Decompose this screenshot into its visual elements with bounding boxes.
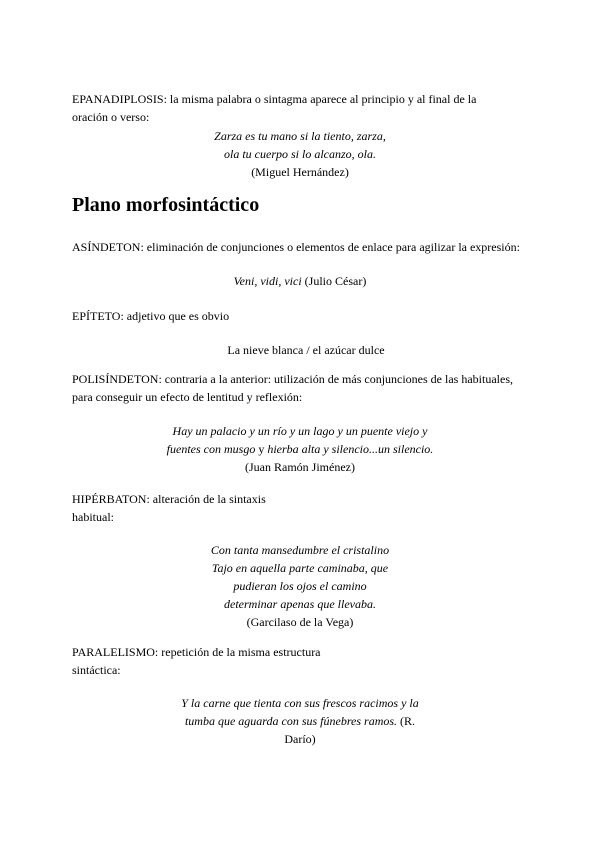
paralelismo-def-line2: sintáctica: [72,663,121,677]
epanadiplosis-example-line1: Zarza es tu mano si la tiento, zarza, [214,129,386,143]
epiteto-def: : adjetivo que es obvio [120,309,230,323]
epanadiplosis-example-line2: ola tu cuerpo si lo alcanzo, ola. [224,147,376,161]
paralelismo-example-line2: tumba que aguarda con sus fúnebres ramos. [184,714,398,728]
hiperbaton-definition [72,490,532,526]
paralelismo-author-a: (R. [397,714,416,728]
hiperbaton-def-line2: habitual: [72,510,114,524]
polisindeton-example-line2b: y [258,442,265,456]
hiperbaton-example-line2: Tajo en aquella parte caminaba, que [211,561,389,575]
polisindeton-term: POLISÍNDETON [72,372,159,386]
paralelismo-definition [72,643,532,679]
hiperbaton-author: (Garcilaso de la Vega) [246,615,354,629]
epiteto-example [78,341,534,359]
epiteto-example-text: La nieve blanca / el azúcar dulce [227,343,385,357]
polisindeton-example-line2c: hierba alta y silencio...un silencio. [264,442,434,456]
epiteto-term: EPÍTETO [72,309,121,323]
asindeton-example-text: Veni, vidi, vici [233,274,302,288]
asindeton-example [72,272,528,290]
polisindeton-def-line1: : contraria a la anterior: utilización de más conjunciones de las habituales, [158,372,513,386]
hiperbaton-example [72,541,528,631]
hiperbaton-example-line4: determinar apenas que llevaba. [224,597,376,611]
paralelismo-example [72,694,528,748]
epanadiplosis-def-line2: oración o verso: [72,110,150,124]
section-title: Plano morfosintáctico [72,194,260,216]
asindeton-definition [72,238,542,256]
polisindeton-example-line2a: fuentes con musgo [166,442,259,456]
epiteto-definition [72,307,532,325]
asindeton-author: (Julio César) [301,274,367,288]
asindeton-term: ASÍNDETON [72,240,141,254]
asindeton-def: : eliminación de conjunciones o elementos de enlace para agilizar la expresión: [140,240,520,254]
polisindeton-def-line2: para conseguir un efecto de lentitud y reflexión: [72,390,303,404]
paralelismo-def-line1: : repetición de la misma estructura [154,645,321,659]
paralelismo-example-line1: Y la carne que tienta con sus frescos racimos y la [181,696,419,710]
epanadiplosis-author: (Miguel Hernández) [251,165,349,179]
epanadiplosis-definition [72,90,532,126]
hiperbaton-example-line1: Con tanta mansedumbre el cristalino [210,543,390,557]
polisindeton-example-line1: Hay un palacio y un río y un lago y un puente viejo y [172,424,428,438]
epanadiplosis-term: EPANADIPLOSIS [72,92,164,106]
hiperbaton-def-line1: : alteración de la sintaxis [146,492,266,506]
hiperbaton-term: HIPÉRBATON [72,492,147,506]
paralelismo-term: PARALELISMO [72,645,155,659]
polisindeton-example [72,422,528,476]
hiperbaton-example-line3: pudieran los ojos el camino [233,579,367,593]
epanadiplosis-def-line1: : la misma palabra o sintagma aparece al principio y al final de la [163,92,477,106]
epanadiplosis-example [72,127,528,181]
polisindeton-author: (Juan Ramón Jiménez) [245,460,355,474]
paralelismo-author-b: Darío) [284,732,316,746]
polisindeton-definition [72,370,542,406]
